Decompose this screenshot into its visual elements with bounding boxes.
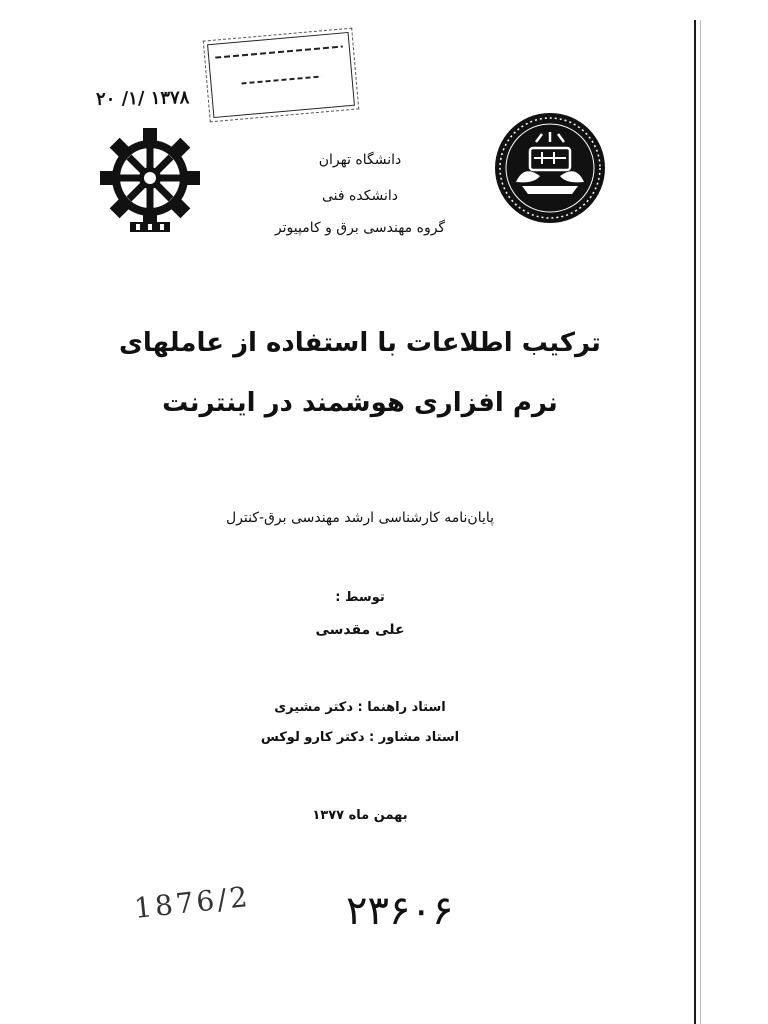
supervisor-line: استاد راهنما : دکتر مشیری xyxy=(274,700,446,715)
university-seal-logo xyxy=(494,112,606,224)
page-edge-shadow xyxy=(700,20,701,1024)
consultant-line: استاد مشاور : دکتر کارو لوکس xyxy=(260,730,460,745)
university-name: دانشگاه تهران xyxy=(318,152,402,168)
handwritten-number-left: 1876/2 xyxy=(132,880,252,925)
handwritten-number-right: ۲۳۶۰۶ xyxy=(346,888,454,934)
stamp-text-line xyxy=(242,75,322,84)
handwritten-date: ۲۰ /۱/ ۱۳۷۸ xyxy=(95,87,190,110)
author-label: توسط : xyxy=(335,590,385,605)
stamp-text-line xyxy=(215,46,343,59)
author-name: علی مقدسی xyxy=(315,622,405,638)
department-name: گروه مهندسی برق و کامپیوتر xyxy=(274,220,446,236)
library-stamp xyxy=(207,32,355,118)
thesis-title-line1: ترکیب اطلاعات با استفاده از عاملهای xyxy=(119,328,601,358)
submission-date: بهمن ماه ۱۳۷۷ xyxy=(312,808,408,823)
thesis-title-line2: نرم افزاری هوشمند در اینترنت xyxy=(162,388,558,418)
degree-description: پایان‌نامه کارشناسی ارشد مهندسی برق-کنترل xyxy=(225,510,495,526)
page-edge-line xyxy=(694,20,696,1024)
faculty-name: دانشکده فنی xyxy=(322,188,398,204)
university-seal-icon xyxy=(494,112,606,224)
